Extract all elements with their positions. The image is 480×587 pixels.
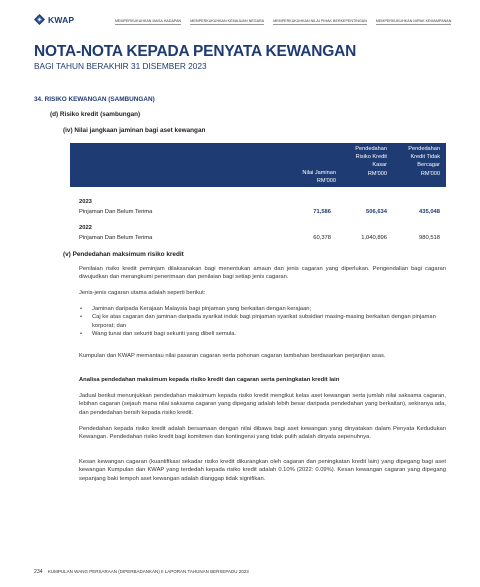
table-header [70, 143, 446, 187]
col-header-nilai-jaminan: Nilai Jaminan RM'000 [302, 170, 336, 185]
paragraph-kesan-kewangan: Kesan kewangan cagaran (kuantifikasi sekadar risiko kredit dikurangkan oleh cagaran dan peningkatan kredit lain) yang dipegang bagi aset kewangan Kumpulan dan KWAP yang terdedah kepada risiko kredit adalah 0.10% (2022: 0.09%). Kesan kewangan cagaran yang dipegang sepanjang baki tempoh aset kewangan adalah dianggap tidak signifikan. [79, 459, 446, 482]
page-subtitle: BAGI TAHUN BERAKHIR 31 DISEMBER 2023 [34, 61, 207, 71]
top-nav [115, 19, 451, 25]
table-cell-tidak-bercagar-2022: 980,518 [419, 235, 440, 241]
paragraph-jadual: Jadual berikut menunjukkan pendedahan maksimum kepada risiko kredit mengikut kelas aset kewangan serta jumlah nilai saksama cagaran, lebihan cagaran (sejauh mana nilai saksama cagaran yang dipegang adalah lebih besar daripada pendedahan yang berkaitan), sekiranya ada, dan pendedahan bersih kepada risiko kredit. [79, 393, 446, 416]
table-cell-kasar-2022: 1,040,896 [361, 235, 387, 241]
list-item: • Caj ke atas cagaran dan jaminan daripada syarikat induk bagi pinjaman syarikat subsidiari masing-masing berkaitan dengan pinjaman korporat; dan [79, 313, 446, 330]
subsection-v: (v) Pendedahan maksimum risiko kredit [63, 251, 184, 258]
analysis-heading: Analisa pendedahan maksimum kepada risiko kredit dan cagaran serta peningkatan kredit lain [79, 377, 340, 383]
page-footer [34, 569, 249, 575]
section-heading: 34. RISIKO KEWANGAN (SAMBUNGAN) [34, 96, 155, 103]
paragraph-jenis-cagaran: Jenis-jenis cagaran utama adalah seperti berikut: [79, 290, 206, 296]
table-cell-kasar-2023: 506,634 [366, 209, 387, 215]
paragraph-pemantauan: Kumpulan dan KWAP memantau nilai pasaran cagaran serta pohonan cagaran tambahan berdasarkan perjanjian asas. [79, 353, 386, 359]
page-header [0, 0, 480, 30]
table-cell-tidak-bercagar-2023: 435,048 [419, 209, 440, 215]
table-group-year-2022: 2022 [79, 225, 92, 231]
collateral-list [79, 305, 446, 338]
nav-item-nilai-pihak[interactable]: MEMPERKUKUHKAN NILAI PIHAK BERKEPENTINGAN [273, 19, 367, 23]
subsection-iv: (iv) Nilai jangkaan jaminan bagi aset kewangan [63, 127, 206, 134]
paragraph-pendedahan: Pendedahan kepada risiko kredit adalah bersamaan dengan nilai dibawa bagi aset kewangan yang dinyatakan dalam Penyata Kedudukan Kewangan. Pendedahan risiko kredit bagi komitmen dan kontingensi yang tidak pulih adalah dinyata sepenuhnya. [79, 426, 446, 441]
col-header-pendedahan-tidak-bercagar: Pendedahan Kredit Tidak Bercagar RM'000 [408, 146, 440, 177]
subsection-d: (d) Risiko kredit (sambungan) [50, 111, 141, 118]
table-row-label: Pinjaman Dan Belum Terima [79, 235, 153, 241]
nav-item-impak-kemampanan[interactable]: MEMPERKUKUHKAN IMPAK KEMAMPANAN [375, 19, 452, 23]
table-row-label: Pinjaman Dan Belum Terima [79, 209, 153, 215]
footer-text: KUMPULAN WANG PERSARAAN (DIPERBADANKAN) II LAPORAN TAHUNAN BERSEPADU 2023 [47, 569, 249, 574]
paragraph-penilaian: Penilaian risiko kredit peminjam dilaksanakan bagi menentukan amaun dan jenis cagaran yang diperlukan. Pengendalian bagi cagaran diwujudkan dan merangkumi penerimaan dan penilaian bagi setiap jenis cagaran. [79, 266, 446, 281]
table-group-year-2023: 2023 [79, 199, 92, 205]
nav-item-kemajuan-negara[interactable]: MEMPERKUKUHKAN KEMAJUAN NEGARA [190, 19, 265, 23]
page-number: 234 [34, 569, 43, 575]
col-header-pendedahan-kasar: Pendedahan Risiko Kredit Kasar RM'000 [355, 146, 387, 177]
kwap-logo [34, 14, 74, 25]
table-cell-nilai-jaminan-2023: 71,586 [313, 209, 331, 215]
page-title: NOTA-NOTA KEPADA PENYATA KEWANGAN [34, 43, 357, 60]
table-cell-nilai-jaminan-2022: 60,378 [313, 235, 331, 241]
list-item: • Wang tunai dan sekuriti bagi sekuriti yang dibeli semula. [79, 330, 446, 338]
list-item: • Jaminan daripada Kerajaan Malaysia bagi pinjaman yang berkaitan dengan kerajaan; [79, 305, 446, 313]
kwap-logo-icon [34, 14, 45, 25]
logo-text: KWAP [48, 14, 75, 25]
nav-item-masa-hadapan[interactable]: MEMPERKUKUHKAN MASA HADAPAN [115, 19, 182, 23]
